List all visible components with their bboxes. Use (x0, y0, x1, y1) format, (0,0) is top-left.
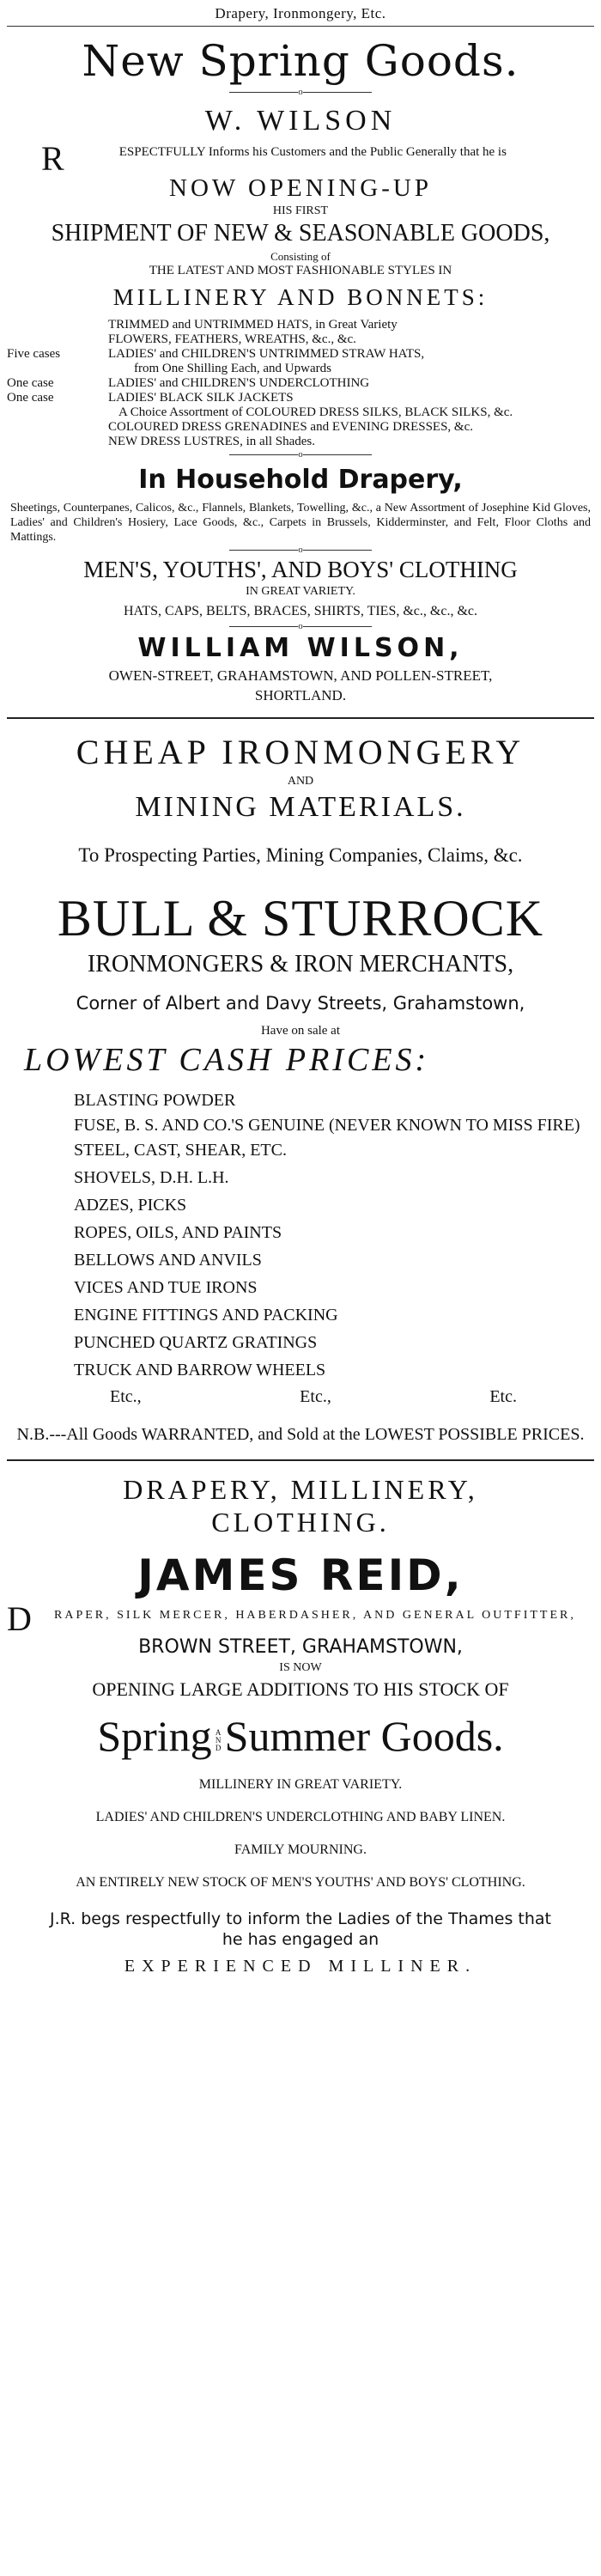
product-item: STEEL, CAST, SHEAR, ETC. (74, 1141, 287, 1160)
mining-materials: MINING MATERIALS. (135, 791, 466, 823)
list-item: FLOWERS, FEATHERS, WREATHS, &c., &c. (108, 332, 356, 346)
product-item: SHOVELS, D.H. L.H. (74, 1168, 229, 1187)
ornament: o (7, 545, 594, 555)
experienced-milliner: EXPERIENCED MILLINER. (124, 1957, 477, 1976)
summer-goods-text: Summer Goods. (224, 1712, 504, 1760)
dropcap-d: D (7, 1599, 34, 1638)
product-item: ENGINE FITTINGS AND PACKING (74, 1306, 338, 1325)
great-variety: IN GREAT VARIETY. (246, 585, 355, 598)
wilson-address-1: OWEN-STREET, GRAHAMSTOWN, AND POLLEN-STREET, (108, 667, 493, 684)
product-item: BLASTING POWDER (74, 1091, 236, 1110)
section-divider (7, 1459, 594, 1461)
cheap-ironmongery: CHEAP IRONMONGERY (76, 733, 525, 771)
family-mourning: FAMILY MOURNING. (234, 1842, 367, 1857)
page-header: Drapery, Ironmongery, Etc. (215, 5, 386, 21)
have-on-sale: Have on sale at (260, 1024, 341, 1038)
list-item: One case LADIES' BLACK SILK JACKETS (7, 391, 294, 405)
list-item: COLOURED DRESS GRENADINES and EVENING DRESSES, &c. (108, 420, 474, 434)
list-item: TRIMMED and UNTRIMMED HATS, in Great Variety (108, 318, 398, 332)
brown-street: BROWN STREET, GRAHAMSTOWN, (138, 1636, 463, 1658)
section-divider (7, 717, 594, 719)
latest-styles: THE LATEST AND MOST FASHIONABLE STYLES IN (149, 264, 452, 277)
etc-1: Etc., (110, 1387, 142, 1406)
list-item: NEW DRESS LUSTRES, in all Shades. (108, 435, 315, 448)
spring-summer-goods (7, 1709, 594, 1763)
ornament: o (7, 87, 594, 97)
dropcap-r: R (41, 139, 64, 178)
wilson-intro (41, 139, 560, 178)
millinery-bonnets: MILLINERY AND BONNETS: (112, 284, 489, 310)
product-item: BELLOWS AND ANVILS (74, 1251, 262, 1270)
william-wilson-signature: WILLIAM WILSON, (137, 633, 464, 663)
household-drapery: In Household Drapery, (138, 465, 463, 495)
ironmongers-subtitle: IRONMONGERS & IRON MERCHANTS, (87, 951, 514, 977)
james-reid-name: JAMES REID, (137, 1550, 464, 1600)
lowest-cash-prices: LOWEST CASH PRICES: (24, 1042, 430, 1078)
ornament: o (7, 449, 594, 460)
reid-trades-text: RAPER, SILK MERCER, HABERDASHER, AND GENERAL OUTFITTER, (54, 1609, 576, 1622)
bull-sturrock-name: BULL & STURROCK (57, 890, 544, 947)
and-vertical: AND (215, 1728, 222, 1753)
and-text: AND (287, 775, 314, 788)
product-item: VICES AND TUE IRONS (74, 1278, 258, 1297)
now-opening: NOW OPENING-UP (169, 174, 432, 202)
ladies-underclothing: LADIES' AND CHILDREN'S UNDERCLOTHING AND BABY LINEN. (95, 1810, 506, 1824)
clothing-heading: MEN'S, YOUTHS', AND BOYS' CLOTHING (83, 557, 518, 582)
spring-text: Spring (97, 1712, 212, 1760)
wilson-name: W. WILSON (204, 105, 397, 137)
list-item: from One Shilling Each, and Upwards (134, 362, 331, 375)
list-item: Five cases LADIES' and CHILDREN'S UNTRIMMED STRAW HATS, (7, 347, 425, 361)
wilson-headline: New Spring Goods. (82, 36, 519, 86)
his-first: HIS FIRST (272, 204, 329, 217)
millinery-variety: MILLINERY IN GREAT VARIETY. (198, 1777, 403, 1792)
header-rule (7, 26, 594, 27)
wilson-goods-list (7, 318, 594, 449)
etc-2: Etc., (300, 1387, 331, 1406)
household-text: Sheetings, Counterpanes, Calicos, &c., Flannels, Blankets, Towelling, &c., a New Assortment of Josephine Kid Gloves, Ladies' and Children's Hosiery, Lace Goods, &c., Carpets in Brussels, Kidderminster, and Felt, Floor Cloths and Mattings. (10, 502, 591, 544)
drapery-millinery-clothing: DRAPERY, MILLINERY, CLOTHING. (123, 1474, 478, 1538)
product-item: FUSE, B. S. AND CO.'S GENUINE (NEVER KNOWN TO MISS FIRE) (74, 1116, 580, 1135)
list-item: One case LADIES' and CHILDREN'S UNDERCLOTHING (7, 376, 370, 390)
wilson-address-2: SHORTLAND. (254, 687, 347, 703)
product-item: ADZES, PICKS (74, 1196, 187, 1215)
reid-trades (7, 1599, 594, 1638)
product-item: TRUCK AND BARROW WHEELS (74, 1361, 326, 1379)
bull-sturrock-advertisement (0, 731, 601, 1447)
corner-address: Corner of Albert and Davy Streets, Grahamstown, (76, 993, 525, 1014)
jr-begs: J.R. begs respectfully to inform the Ladies of the Thames that he has engaged an (50, 1909, 551, 1949)
james-reid-advertisement (0, 1473, 601, 1979)
etc-row (7, 1384, 594, 1410)
is-now: IS NOW (279, 1661, 322, 1674)
hats-line: HATS, CAPS, BELTS, BRACES, SHIRTS, TIES, &c., &c., &c. (124, 604, 477, 618)
intro-text: ESPECTFULLY Informs his Customers and the Public Generally that he is (118, 145, 507, 159)
shipment: SHIPMENT OF NEW & SEASONABLE GOODS, (51, 220, 550, 247)
nb-warranted: N.B.---All Goods WARRANTED, and Sold at the LOWEST POSSIBLE PRICES. (16, 1425, 585, 1444)
wilson-advertisement (0, 35, 601, 705)
opening-additions: OPENING LARGE ADDITIONS TO HIS STOCK OF (92, 1678, 509, 1700)
product-item: PUNCHED QUARTZ GRATINGS (74, 1333, 318, 1352)
etc-3: Etc. (489, 1387, 517, 1406)
new-stock-clothing: AN ENTIRELY NEW STOCK OF MEN'S YOUTHS' AND BOYS' CLOTHING. (76, 1875, 525, 1890)
product-list (7, 1087, 594, 1384)
consisting: Consisting of (270, 250, 331, 263)
product-item: ROPES, OILS, AND PAINTS (74, 1223, 282, 1242)
prospecting-parties: To Prospecting Parties, Mining Companies, Claims, &c. (78, 844, 523, 866)
list-item: A Choice Assortment of COLOURED DRESS SILKS, BLACK SILKS, &c. (118, 405, 513, 419)
ornament: o (7, 621, 594, 631)
